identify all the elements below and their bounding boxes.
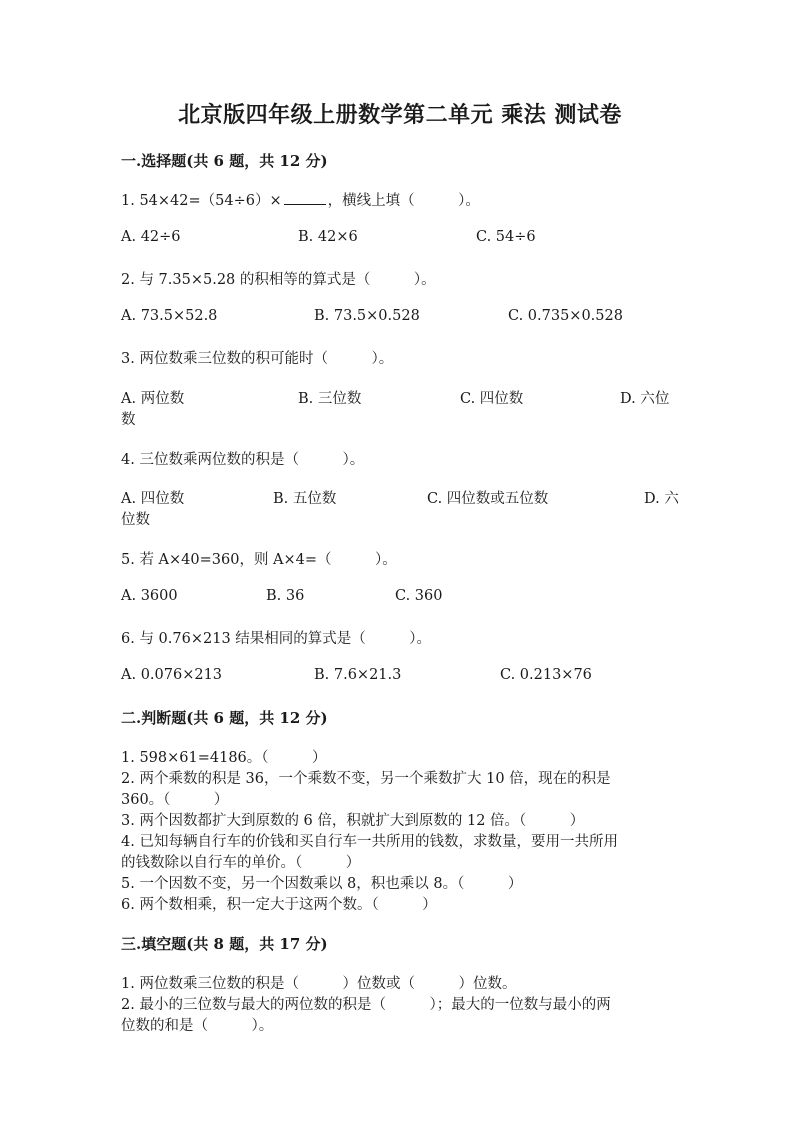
question-3-option-a: A. 两位数 xyxy=(121,391,185,407)
question-3-option-d: D. 六位 xyxy=(620,391,670,407)
question-1-stem-after: ，横线上填（ ）。 xyxy=(327,193,480,209)
question-4-option-d: D. 六 xyxy=(644,491,679,507)
section-heading-fill-in: 三.填空题(共 8 题，共 17 分) xyxy=(121,935,328,953)
question-3-option-c: C. 四位数 xyxy=(460,391,524,407)
question-2-option-c: C. 0.735×0.528 xyxy=(508,308,623,324)
question-3-option-d-wrap: 数 xyxy=(121,412,136,428)
question-3-option-b: B. 三位数 xyxy=(298,391,362,407)
question-3-stem: 3. 两位数乘三位数的积可能时（ ）。 xyxy=(121,351,394,367)
question-4-option-b: B. 五位数 xyxy=(273,491,337,507)
judgment-line: 4. 已知每辆自行车的价钱和买自行车一共所用的钱数，求数量，要用一共所用 xyxy=(121,834,618,850)
judgment-line: 的钱数除以自行车的单价。（ ） xyxy=(121,855,361,871)
question-4-option-d-wrap: 位数 xyxy=(121,512,150,528)
question-5-option-c: C. 360 xyxy=(395,588,443,604)
fill-in-line: 位数的和是（ ）。 xyxy=(121,1018,274,1034)
judgment-line: 3. 两个因数都扩大到原数的 6 倍，积就扩大到原数的 12 倍。（ ） xyxy=(121,813,585,829)
question-1-stem xyxy=(121,189,480,210)
question-1-option-b: B. 42×6 xyxy=(298,229,358,245)
judgment-line: 1. 598×61=4186。（ ） xyxy=(121,750,327,766)
question-6-option-b: B. 7.6×21.3 xyxy=(314,667,402,683)
question-5-option-b: B. 36 xyxy=(266,588,305,604)
question-5-option-a: A. 3600 xyxy=(121,588,178,604)
question-4-option-c: C. 四位数或五位数 xyxy=(427,491,549,507)
question-6-option-c: C. 0.213×76 xyxy=(500,667,592,683)
question-6-stem: 6. 与 0.76×213 结果相同的算式是（ ）。 xyxy=(121,631,432,647)
fill-in-line: 1. 两位数乘三位数的积是（ ）位数或（ ）位数。 xyxy=(121,976,517,992)
question-2-stem: 2. 与 7.35×5.28 的积相等的算式是（ ）。 xyxy=(121,272,436,288)
fill-in-line: 2. 最小的三位数与最大的两位数的积是（ ）；最大的一位数与最小的两 xyxy=(121,997,611,1013)
answer-blank-line xyxy=(284,203,326,205)
page-title: 北京版四年级上册数学第二单元 乘法 测试卷 xyxy=(178,102,622,128)
judgment-line: 5. 一个因数不变，另一个因数乘以 8，积也乘以 8。（ ） xyxy=(121,876,523,892)
judgment-line: 360。（ ） xyxy=(121,792,229,808)
question-5-stem: 5. 若 A×40=360，则 A×4=（ ）。 xyxy=(121,552,397,568)
question-4-option-a: A. 四位数 xyxy=(121,491,185,507)
question-1-stem-before: 1. 54×42=（54÷6）× xyxy=(121,193,282,209)
question-1-option-c: C. 54÷6 xyxy=(476,229,536,245)
question-1-option-a: A. 42÷6 xyxy=(121,229,181,245)
question-2-option-b: B. 73.5×0.528 xyxy=(314,308,420,324)
judgment-line: 6. 两个数相乘，积一定大于这两个数。（ ） xyxy=(121,897,437,913)
judgment-line: 2. 两个乘数的积是 36，一个乘数不变，另一个乘数扩大 10 倍，现在的积是 xyxy=(121,771,611,787)
question-2-option-a: A. 73.5×52.8 xyxy=(121,308,218,324)
question-4-stem: 4. 三位数乘两位数的积是（ ）。 xyxy=(121,452,365,468)
section-heading-judgment: 二.判断题(共 6 题，共 12 分) xyxy=(121,709,328,727)
question-6-option-a: A. 0.076×213 xyxy=(121,667,223,683)
section-heading-choice: 一.选择题(共 6 题，共 12 分) xyxy=(121,152,328,170)
